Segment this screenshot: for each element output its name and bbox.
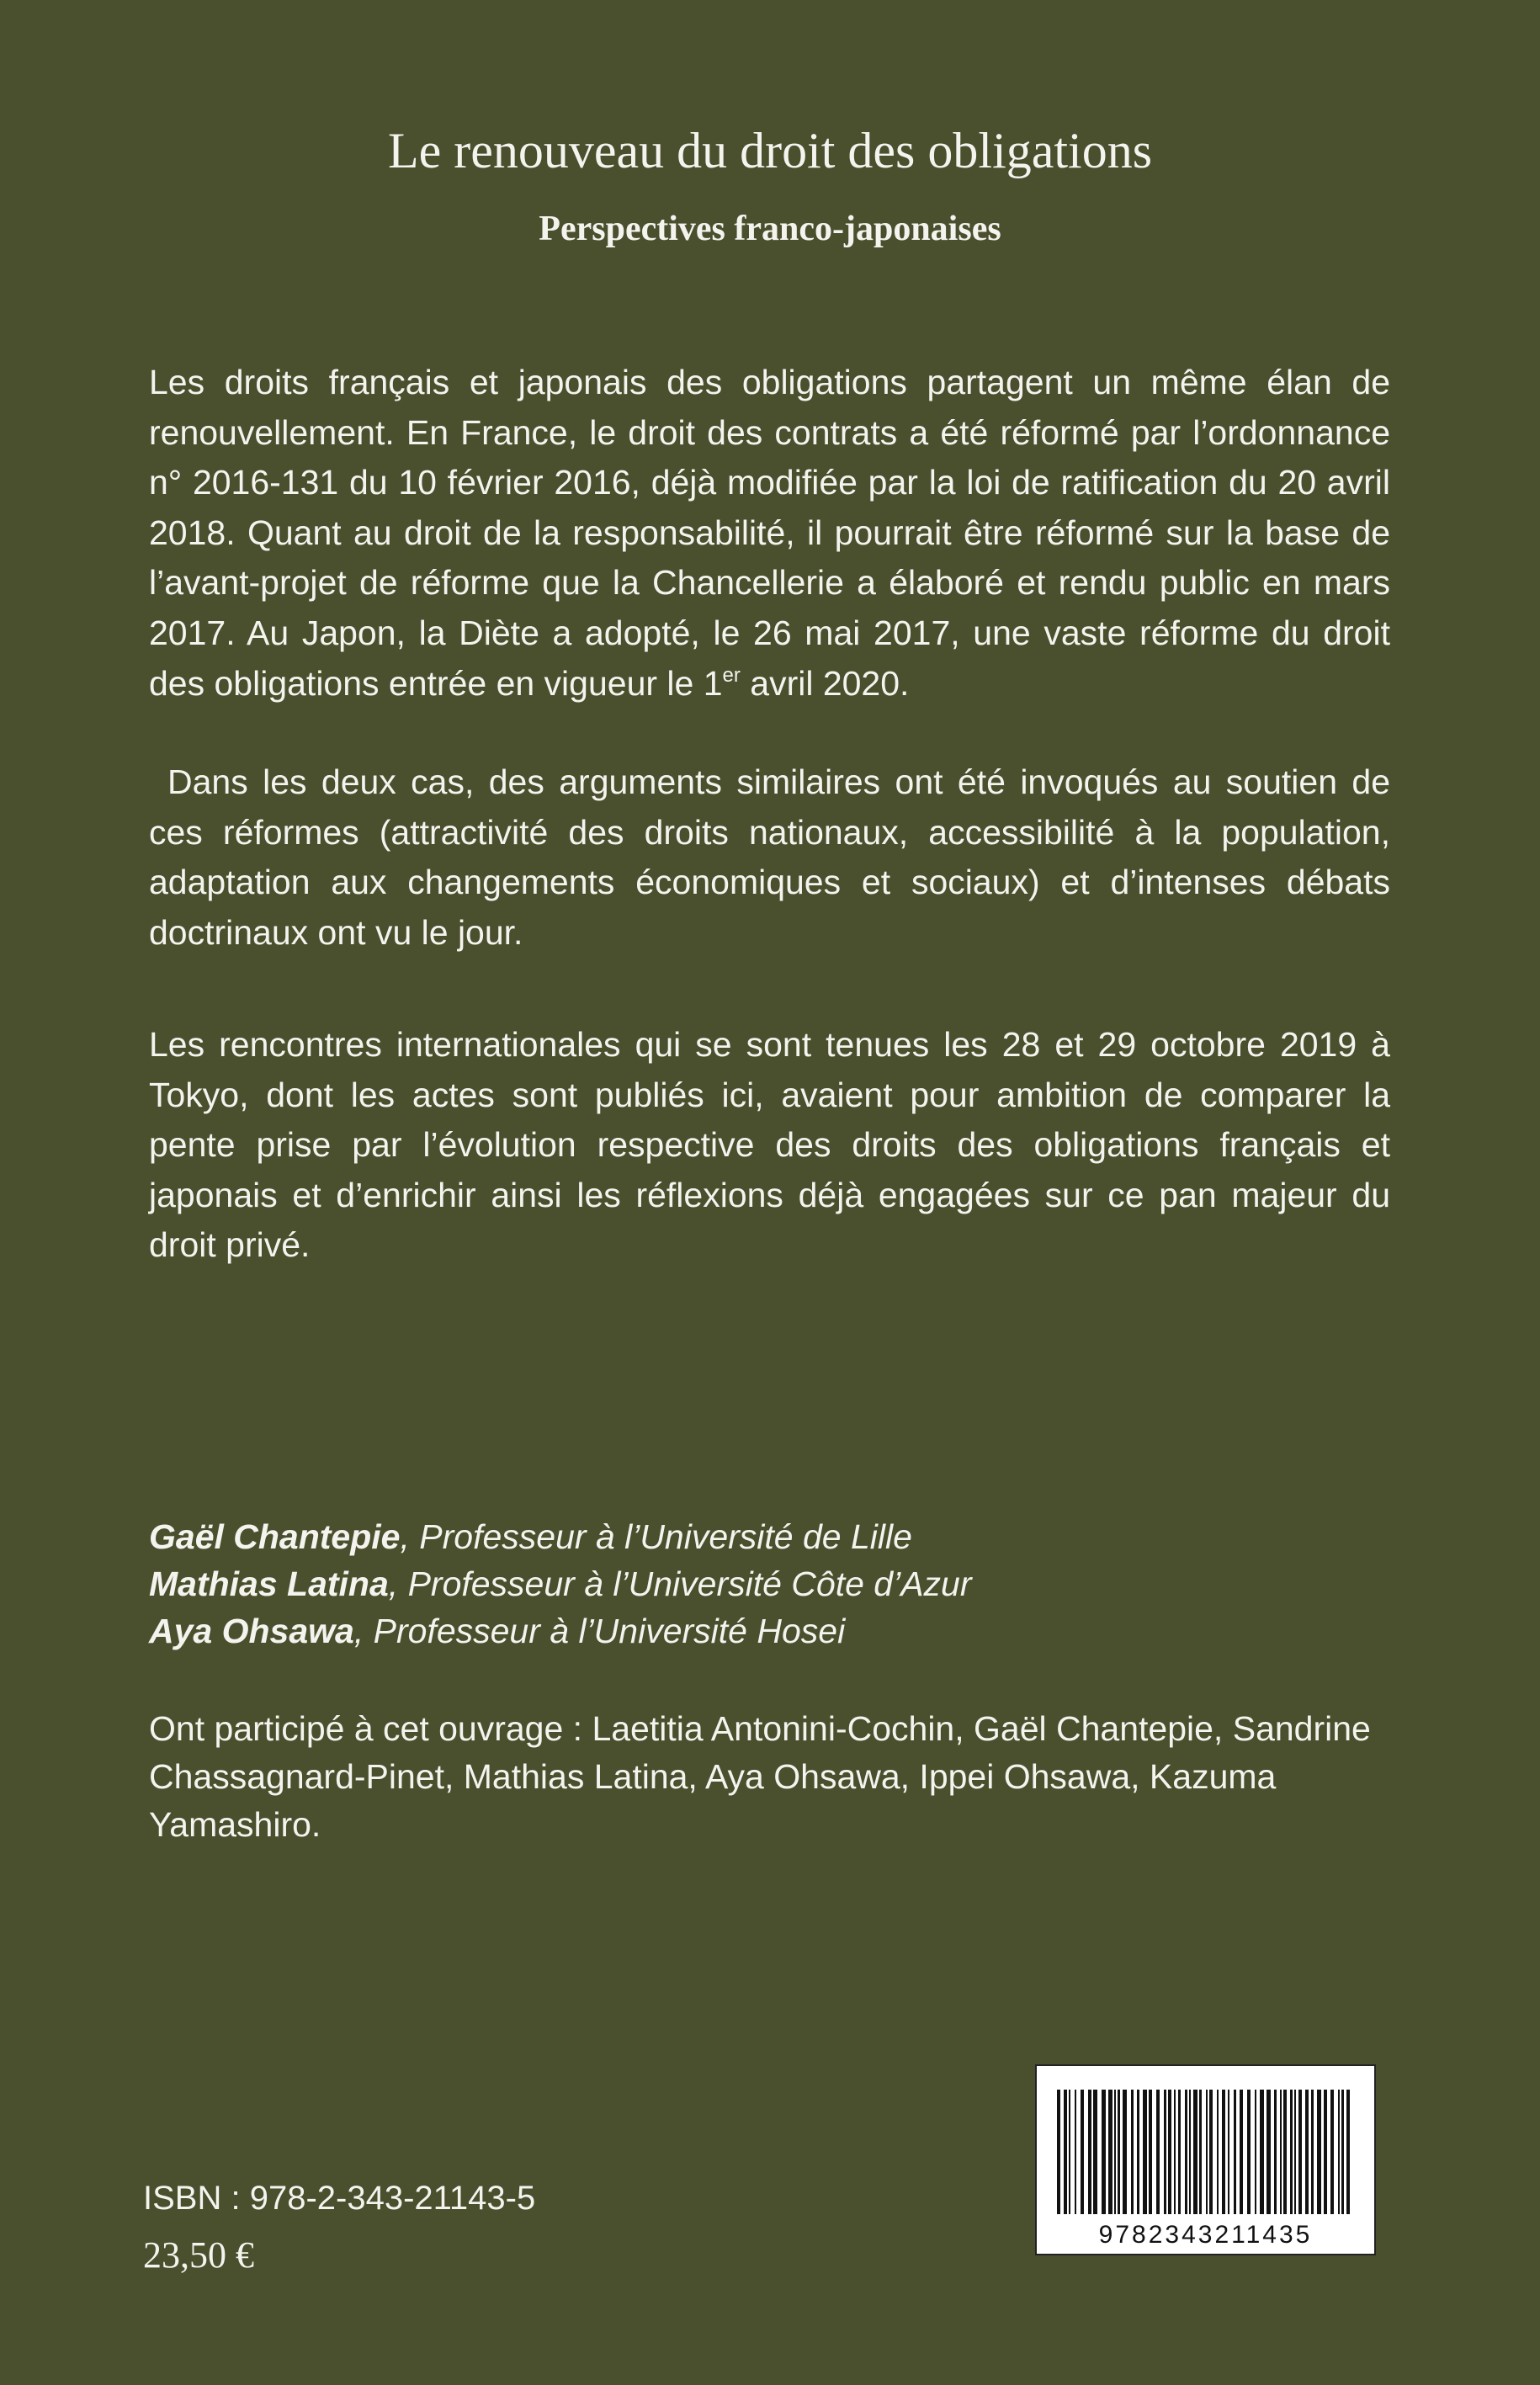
barcode-bar xyxy=(1267,2090,1271,2214)
barcode-bar xyxy=(1189,2090,1191,2214)
barcode-bar xyxy=(1156,2090,1160,2214)
barcode-bar xyxy=(1217,2090,1219,2214)
barcode-bar xyxy=(1075,2090,1076,2214)
editor-line xyxy=(149,1607,1390,1655)
barcode-box xyxy=(1035,2064,1376,2255)
barcode-bar xyxy=(1057,2090,1060,2214)
barcode-bar xyxy=(1206,2090,1208,2214)
barcode-bar xyxy=(1164,2090,1166,2214)
editor-name: Mathias Latina xyxy=(149,1564,389,1603)
barcode-bar xyxy=(1311,2090,1314,2214)
editor-name: Gaël Chantepie xyxy=(149,1517,401,1556)
barcode-bar xyxy=(1330,2090,1334,2214)
barcode-bar xyxy=(1088,2090,1091,2214)
barcode-bar xyxy=(1081,2090,1084,2214)
barcode-bar xyxy=(1280,2090,1282,2214)
isbn-text: ISBN : 978-2-343-21143-5 xyxy=(143,2180,536,2217)
barcode-bar xyxy=(1118,2090,1120,2214)
barcode-bar xyxy=(1178,2090,1181,2214)
editor-line xyxy=(149,1560,1390,1607)
barcode-bar xyxy=(1294,2090,1296,2214)
barcode-bar xyxy=(1283,2090,1287,2214)
barcode-bar xyxy=(1108,2090,1113,2214)
barcode-bar xyxy=(1209,2090,1213,2214)
blurb-paragraph-1-text: Les droits français et japonais des obligations partagent un même élan de renouvellement. En France, le droit des contrats a été réformé par l’ordonnance n° 2016-131 du 10 février 2016, déjà modifiée par la loi de ratification du 20 avril 2018. Quant au droit de la responsabilité, il pourrait être réformé sur la base de l’avant-projet de réforme que la Chancellerie a élaboré et rendu public en mars 2017. Au Japon, la Diète a adopté, le 26 mai 2017, une vaste réforme du droit des obligations entrée en vigueur le 1 xyxy=(149,363,1390,703)
barcode-bar xyxy=(1222,2090,1225,2214)
barcode-digits: 9782343211435 xyxy=(1098,2221,1313,2249)
barcode-bar xyxy=(1199,2090,1202,2214)
ordinal-superscript: er xyxy=(722,663,741,687)
barcode-bar xyxy=(1240,2090,1243,2214)
barcode-bar xyxy=(1143,2090,1147,2214)
blurb-paragraph-3: Les rencontres internationales qui se sont tenues les 28 et 29 octobre 2019 à Tokyo, dont les actes sont publiés ici, avaient pour ambition de comparer la pente prise par l’évolution respective des droits des obligations français et japonais et d’enrichir ainsi les réflexions déjà engagées sur ce pan majeur du droit privé. xyxy=(149,1025,1390,1265)
price-text: 23,50 € xyxy=(143,2234,254,2276)
barcode-bar xyxy=(1305,2090,1309,2214)
editor-line xyxy=(149,1513,1390,1560)
barcode-bar xyxy=(1317,2090,1321,2214)
barcode-bar xyxy=(1274,2090,1277,2214)
barcode-bar xyxy=(1174,2090,1176,2214)
barcode-bar xyxy=(1234,2090,1236,2214)
barcode-bar xyxy=(1149,2090,1152,2214)
barcode-bar xyxy=(1131,2090,1134,2214)
editor-name: Aya Ohsawa xyxy=(149,1612,354,1650)
barcode-bar xyxy=(1341,2090,1344,2214)
book-title: Le renouveau du droit des obligations xyxy=(387,123,1153,178)
blurb-paragraph-1-end: avril 2020. xyxy=(740,663,910,703)
blurb-paragraph-1 xyxy=(149,358,1390,709)
barcode-bar xyxy=(1260,2090,1264,2214)
editor-role: , Professeur à l’Université de Lille xyxy=(400,1517,912,1556)
barcode-bar xyxy=(1193,2090,1197,2214)
barcode-bar xyxy=(1255,2090,1256,2214)
barcode-bar xyxy=(1346,2090,1350,2214)
barcode-bar xyxy=(1137,2090,1139,2214)
barcode-bar xyxy=(1093,2090,1097,2214)
blurb-paragraph-2: Dans les deux cas, des arguments similaires ont été invoqués au soutien de ces réformes (attractivité des droits nationaux, accessibilité à la population, adaptation aux changements économiques et sociaux) et d’intenses débats doctrinaux ont vu le jour. xyxy=(149,762,1390,952)
barcode-bar xyxy=(1102,2090,1106,2214)
barcode-bar xyxy=(1168,2090,1171,2214)
barcode-bar xyxy=(1290,2090,1293,2214)
barcode-bar xyxy=(1114,2090,1116,2214)
barcode-icon xyxy=(1037,2066,1374,2219)
editor-role: , Professeur à l’Université Hosei xyxy=(353,1612,846,1650)
barcode-bar xyxy=(1247,2090,1251,2214)
barcode-bar xyxy=(1064,2090,1067,2214)
barcode-bar xyxy=(1338,2090,1340,2214)
barcode-bar xyxy=(1185,2090,1187,2214)
editor-role: , Professeur à l’Université Côte d’Azur xyxy=(388,1564,972,1603)
book-subtitle: Perspectives franco-japonaises xyxy=(539,210,1001,248)
barcode-bar xyxy=(1123,2090,1127,2214)
barcode-bar xyxy=(1298,2090,1302,2214)
barcode-bar xyxy=(1324,2090,1327,2214)
contributors-text: Ont participé à cet ouvrage : Laetitia Antonini-Cochin, Gaël Chantepie, Sandrine Chassagnard-Pinet, Mathias Latina, Aya Ohsawa, Ippei Ohsawa, Kazuma Yamashiro. xyxy=(149,1709,1371,1844)
barcode-bar xyxy=(1069,2090,1070,2214)
barcode-bar xyxy=(1228,2090,1229,2214)
editors-list xyxy=(149,1513,1390,1655)
